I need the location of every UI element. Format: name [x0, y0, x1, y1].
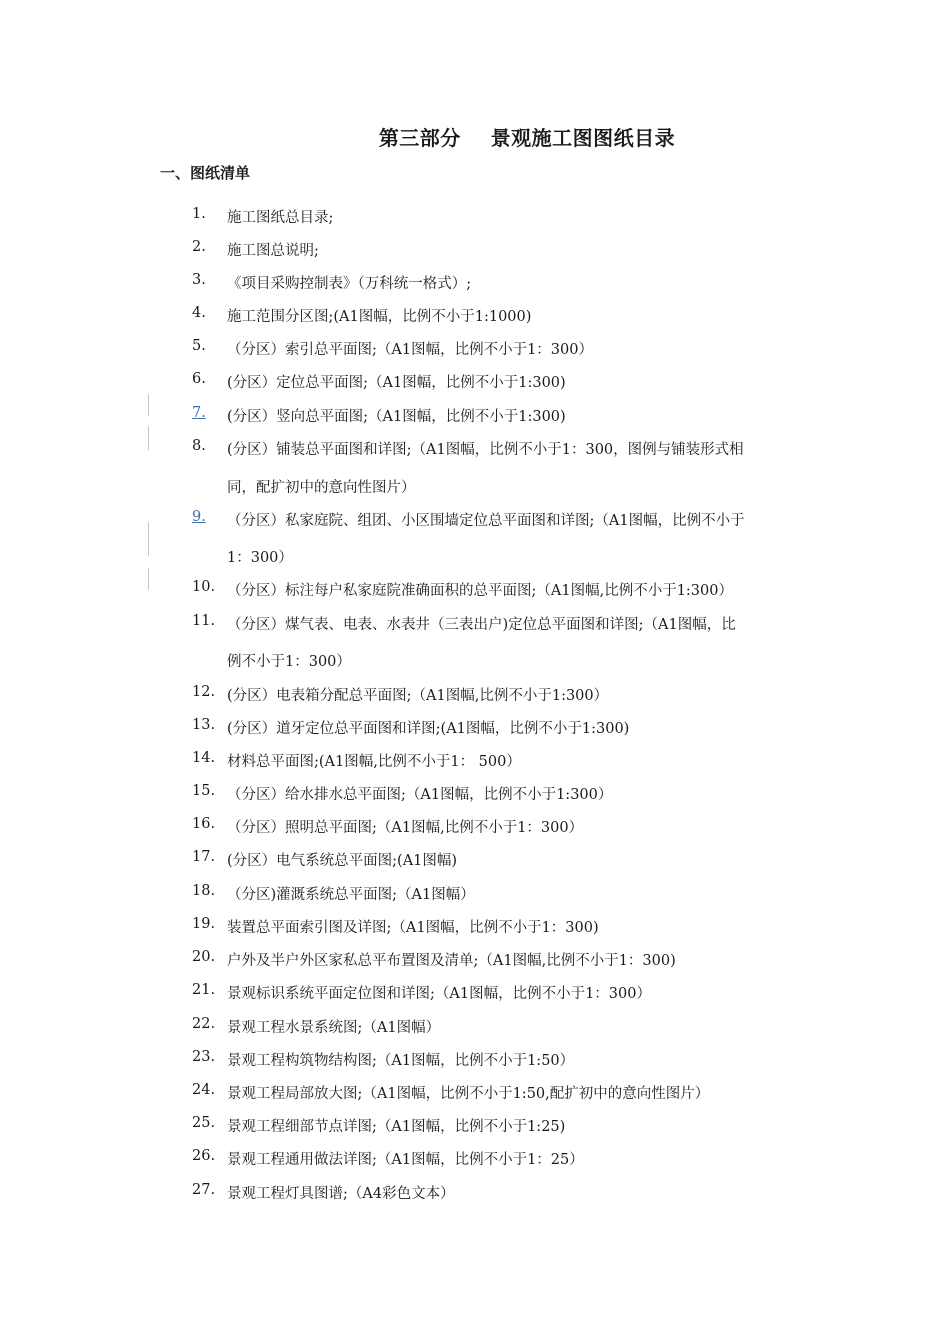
- item-text-continuation: 例不小于1：300）: [227, 654, 351, 670]
- item-number: 17.: [192, 849, 216, 865]
- item-text: （分区）照明总平面图;（A1图幅,比例不小于1：300）: [227, 820, 584, 836]
- item-number: 5.: [192, 338, 206, 354]
- item-number: 27.: [192, 1182, 216, 1198]
- item-text: （分区）索引总平面图;（A1图幅，比例不小于1：300）: [227, 342, 593, 358]
- item-number: 13.: [192, 717, 216, 733]
- item-text: 施工范围分区图;(A1图幅，比例不小于1:1000): [227, 309, 532, 325]
- item-text: 《项目采购控制表》（万科统一格式）;: [227, 276, 472, 292]
- revision-bar: [148, 522, 149, 556]
- page-title: 第三部分 景观施工图图纸目录: [378, 126, 676, 150]
- item-text: 装置总平面索引图及详图;（A1图幅，比例不小于1：300): [227, 920, 599, 936]
- item-number: 12.: [192, 684, 216, 700]
- item-text: 景观工程局部放大图;（A1图幅，比例不小于1:50,配扩初中的意向性图片）: [227, 1086, 710, 1102]
- item-text: 景观工程细部节点详图;（A1图幅，比例不小于1:25): [227, 1119, 566, 1135]
- item-number: 25.: [192, 1115, 216, 1131]
- item-text: 材料总平面图;(A1图幅,比例不小于1： 500）: [227, 754, 521, 770]
- item-text: （分区）煤气表、电表、水表井（三表出户)定位总平面图和详图;（A1图幅，比: [227, 617, 736, 633]
- item-text: 景观标识系统平面定位图和详图;（A1图幅，比例不小于1：300）: [227, 986, 651, 1002]
- item-number: 3.: [192, 272, 206, 288]
- item-number: 24.: [192, 1082, 216, 1098]
- item-number: 26.: [192, 1148, 216, 1164]
- item-number: 15.: [192, 783, 216, 799]
- item-text: (分区）定位总平面图;（A1图幅，比例不小于1:300): [227, 375, 566, 391]
- item-text-continuation: 同，配扩初中的意向性图片）: [227, 480, 416, 496]
- item-text: （分区）给水排水总平面图;（A1图幅，比例不小于1:300）: [227, 787, 613, 803]
- item-number: 16.: [192, 816, 216, 832]
- item-text: (分区）铺装总平面图和详图;（A1图幅，比例不小于1：300，图例与铺装形式相: [227, 442, 744, 458]
- item-number: 11.: [192, 613, 216, 629]
- item-number: 18.: [192, 883, 216, 899]
- item-text: (分区）电气系统总平面图;(A1图幅): [227, 853, 458, 869]
- item-text: 施工图总说明;: [227, 243, 319, 259]
- revision-bar: [148, 426, 149, 450]
- item-number: 4.: [192, 305, 206, 321]
- item-number[interactable]: 7.: [192, 405, 206, 421]
- item-number[interactable]: 9.: [192, 509, 206, 525]
- item-text: （分区）私家庭院、组团、小区围墙定位总平面图和详图;（A1图幅，比例不小于: [227, 513, 745, 529]
- item-number: 19.: [192, 916, 216, 932]
- item-text: 景观工程灯具图谱;（A4彩色文本）: [227, 1186, 455, 1202]
- item-text: （分区）标注每户私家庭院准确面积的总平面图;（A1图幅,比例不小于1:300）: [227, 583, 733, 599]
- item-number: 6.: [192, 371, 206, 387]
- item-number: 21.: [192, 982, 216, 998]
- revision-bar: [148, 394, 149, 416]
- item-number: 14.: [192, 750, 216, 766]
- item-text: （分区)灌溉系统总平面图;（A1图幅）: [227, 887, 475, 903]
- item-number: 8.: [192, 438, 206, 454]
- item-text: 施工图纸总目录;: [227, 210, 334, 226]
- item-text: 户外及半户外区家私总平布置图及清单;（A1图幅,比例不小于1：300): [227, 953, 676, 969]
- item-text: 景观工程通用做法详图;（A1图幅，比例不小于1：25）: [227, 1152, 584, 1168]
- item-text: (分区）竖向总平面图;（A1图幅，比例不小于1:300): [227, 409, 566, 425]
- item-number: 1.: [192, 206, 206, 222]
- revision-bar: [148, 568, 149, 590]
- item-number: 10.: [192, 579, 216, 595]
- item-text: (分区）道牙定位总平面图和详图;(A1图幅，比例不小于1:300): [227, 721, 630, 737]
- section-heading: 一、图纸清单: [160, 164, 251, 182]
- item-number: 23.: [192, 1049, 216, 1065]
- item-number: 2.: [192, 239, 206, 255]
- item-number: 22.: [192, 1016, 216, 1032]
- item-text: 景观工程水景系统图;（A1图幅）: [227, 1020, 441, 1036]
- item-text: 景观工程构筑物结构图;（A1图幅，比例不小于1:50）: [227, 1053, 575, 1069]
- item-number: 20.: [192, 949, 216, 965]
- item-text: (分区）电表箱分配总平面图;（A1图幅,比例不小于1:300）: [227, 688, 609, 704]
- item-text-continuation: 1：300）: [227, 550, 293, 566]
